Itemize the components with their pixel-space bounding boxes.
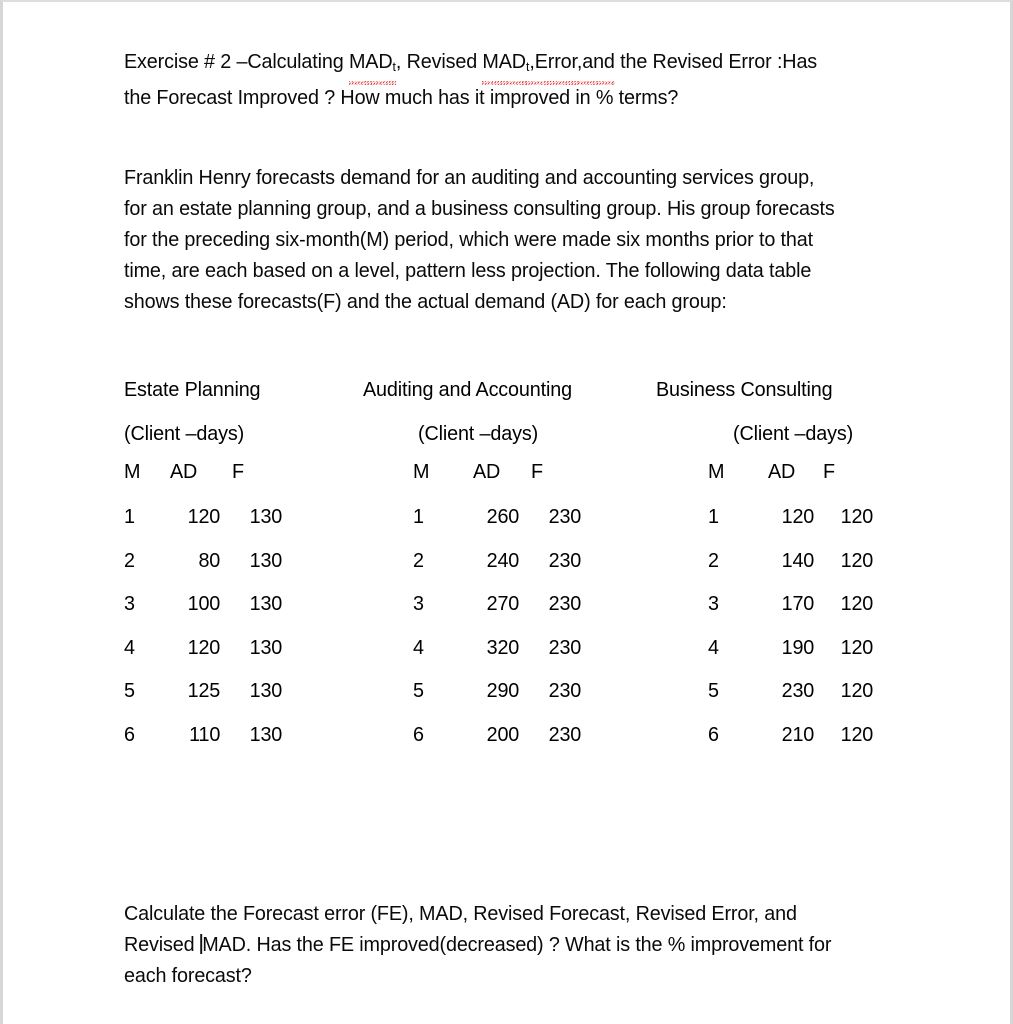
- heading-text-c: ,Error,and: [529, 50, 615, 73]
- cell-month: 4: [124, 635, 135, 659]
- intro-line-3: for the preceding six-month(M) period, which were made six months prior to that: [124, 228, 813, 251]
- cell-actual-demand: 120: [187, 635, 221, 659]
- cell-actual-demand: 190: [781, 635, 815, 659]
- mad-base-1: MAD: [348, 50, 393, 73]
- cell-month: 1: [708, 505, 719, 528]
- cell-month: 4: [708, 635, 719, 659]
- cell-month: 6: [413, 722, 424, 746]
- cell-forecast: 130: [249, 722, 283, 746]
- cell-forecast: 230: [548, 592, 582, 615]
- cell-month: 5: [708, 679, 719, 702]
- column-header-f: F: [823, 460, 835, 483]
- cell-forecast: 230: [548, 679, 582, 702]
- cell-actual-demand: 240: [486, 548, 520, 572]
- column-header-f: F: [531, 460, 543, 483]
- intro-paragraph: [124, 162, 896, 317]
- mad-subscript-2: t: [525, 58, 530, 74]
- document-body[interactable]: [3, 2, 1010, 1024]
- group-units-business-consulting: (Client –days): [733, 422, 854, 445]
- cell-month: 2: [413, 548, 424, 572]
- column-header-m: M: [413, 460, 430, 483]
- cell-forecast: 120: [840, 548, 874, 572]
- cell-forecast: 230: [548, 548, 582, 572]
- cell-actual-demand: 125: [187, 679, 221, 702]
- closing-line-3: each forecast?: [124, 964, 252, 987]
- heading-line-1: [124, 46, 886, 82]
- cell-actual-demand: 320: [486, 635, 520, 659]
- cell-forecast: 120: [840, 505, 874, 528]
- spellcheck-mad-2: [482, 46, 614, 82]
- cell-month: 6: [708, 722, 719, 746]
- cell-actual-demand: 140: [781, 548, 815, 572]
- cell-forecast: 120: [840, 592, 874, 615]
- cell-month: 3: [708, 592, 719, 615]
- cell-forecast: 130: [249, 679, 283, 702]
- cell-forecast: 130: [249, 548, 283, 572]
- cell-forecast: 130: [249, 505, 283, 528]
- column-header-m: M: [124, 460, 141, 483]
- group-title-estate-planning: Estate Planning: [124, 378, 261, 401]
- closing-paragraph: [124, 898, 886, 991]
- heading-text-d: the Revised Error :Has: [614, 50, 818, 73]
- group-units-estate-planning: (Client –days): [124, 422, 245, 445]
- intro-line-5: shows these forecasts(F) and the actual demand (AD) for each group:: [124, 290, 727, 313]
- cell-month: 5: [413, 679, 424, 702]
- cell-month: 2: [708, 548, 719, 572]
- cell-month: 6: [124, 722, 135, 746]
- cell-forecast: 130: [249, 592, 283, 615]
- intro-line-1: Franklin Henry forecasts demand for an auditing and accounting services group,: [124, 166, 815, 189]
- cell-month: 4: [413, 635, 424, 659]
- cell-forecast: 230: [548, 722, 582, 746]
- heading-line-2: the Forecast Improved ? How much has it improved in % terms?: [124, 85, 679, 109]
- closing-line-2: [124, 929, 886, 960]
- cell-actual-demand: 260: [486, 505, 520, 528]
- cell-actual-demand: 200: [486, 722, 520, 746]
- cell-actual-demand: 210: [781, 722, 815, 746]
- cell-month: 3: [413, 592, 424, 615]
- cell-forecast: 230: [548, 635, 582, 659]
- cell-month: 1: [124, 505, 135, 528]
- intro-line-4: time, are each based on a level, pattern less projection. The following data table: [124, 259, 812, 282]
- column-header-f: F: [232, 460, 244, 483]
- cell-forecast: 130: [249, 635, 283, 659]
- column-header-ad: AD: [768, 460, 796, 483]
- exercise-heading: [124, 46, 886, 113]
- closing-line-2-before-caret: Revised: [124, 933, 200, 956]
- cell-actual-demand: 120: [187, 505, 221, 528]
- cell-actual-demand: 100: [187, 592, 221, 615]
- mad-base-2: MAD: [482, 50, 526, 73]
- closing-line-1: Calculate the Forecast error (FE), MAD, Revised Forecast, Revised Error, and: [124, 902, 797, 925]
- spellcheck-mad-1: [349, 46, 396, 82]
- cell-actual-demand: 110: [189, 722, 221, 746]
- group-title-business-consulting: Business Consulting: [656, 378, 833, 401]
- heading-text-b: , Revised: [395, 50, 483, 73]
- cell-actual-demand: 170: [781, 592, 815, 615]
- cell-month: 1: [413, 505, 424, 528]
- mad-subscript-1: t: [392, 58, 396, 74]
- cell-actual-demand: 270: [486, 592, 520, 615]
- column-header-ad: AD: [473, 460, 501, 483]
- cell-forecast: 120: [840, 679, 874, 702]
- heading-text-a: Exercise # 2 –Calculating: [124, 50, 349, 73]
- group-title-auditing-accounting: Auditing and Accounting: [363, 378, 572, 401]
- cell-forecast: 120: [840, 635, 874, 659]
- cell-forecast: 230: [548, 505, 582, 528]
- cell-actual-demand: 230: [781, 679, 815, 702]
- cell-month: 2: [124, 548, 135, 572]
- cell-month: 5: [124, 679, 135, 702]
- intro-line-2: for an estate planning group, and a business consulting group. His group forecasts: [124, 197, 835, 220]
- column-header-ad: AD: [170, 460, 198, 483]
- cell-actual-demand: 290: [486, 679, 520, 702]
- closing-line-2-after-caret: MAD. Has the FE improved(decreased) ? What is the % improvement for: [202, 933, 832, 956]
- column-header-m: M: [708, 460, 725, 483]
- cell-forecast: 120: [840, 722, 874, 746]
- cell-month: 3: [124, 592, 135, 615]
- cell-actual-demand: 80: [198, 548, 221, 572]
- group-units-auditing-accounting: (Client –days): [418, 422, 539, 445]
- cell-actual-demand: 120: [781, 505, 815, 528]
